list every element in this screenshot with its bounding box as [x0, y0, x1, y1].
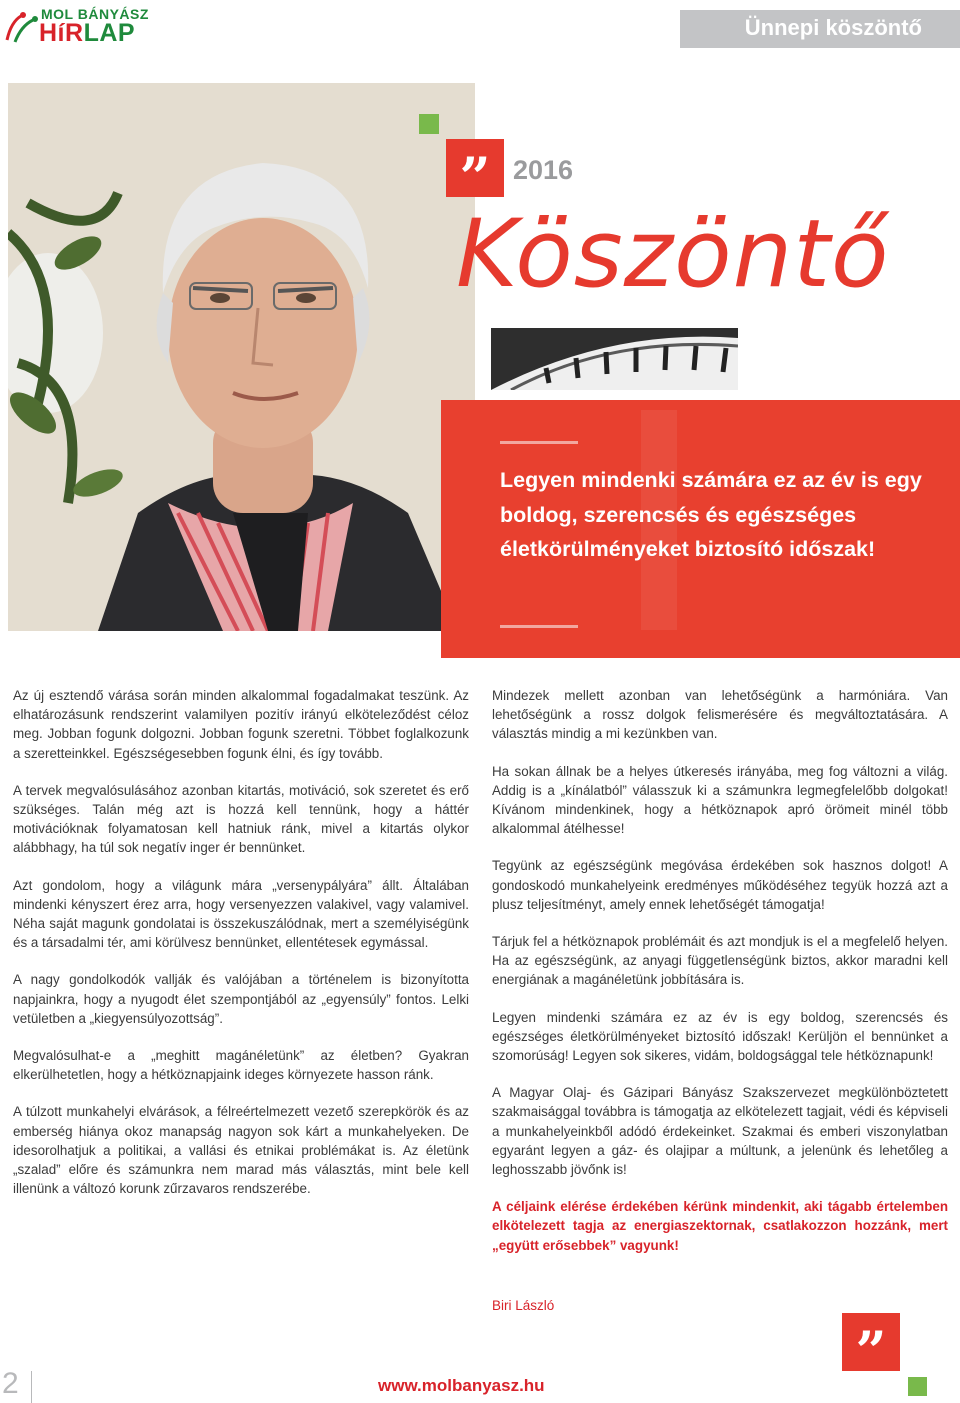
website-link[interactable]: www.molbanyasz.hu	[378, 1376, 545, 1395]
article-paragraph: Ha sokan állnak be a helyes útkeresés irányába, meg fog változni a világ. Addig is a „kínálatból” válasszuk ki a számunkra legmegfelelőbb dolgokat! Kívánom mindenkinek, hogy a hétköznapok apró örömeit minél több alkalommal átélhesse!	[492, 763, 948, 837]
article-paragraph: A tervek megvalósulásához azonban kitartás, motiváció, sok szeretet és erő szükséges. Talán még azt is hozzá kell tennünk, hogy a háttér motivációknak folyamatosan kell hatniuk ránk, mivel a kitartás olykor alábbhagy, ha túl sok negatív inger ér bennünket.	[13, 782, 469, 856]
section-title: Ünnepi köszöntő	[744, 15, 922, 40]
clock-ticks-illustration	[491, 328, 738, 390]
section-header-bar	[680, 10, 960, 48]
closing-quote-mark-icon: ”	[842, 1313, 900, 1371]
logo-main-green: LAP	[83, 19, 136, 47]
article-paragraph: A túlzott munkahelyi elvárások, a félreértelmezett vezető szerepkörök és az emberség hiánya okoz manapság nagyon sok kárt a munkahelyeken. De idesorolhatjuk a politikai, a vallási és etnikai problémákat is. Az életünk „szalad” előre és számunkra nem marad más választás, mint bele kell illenünk a változó korunk zűrzavaros rendszerébe.	[13, 1104, 469, 1197]
logo-figures-icon	[3, 10, 43, 44]
article-paragraph: Az új esztendő várása során minden alkalommal fogadalmakat teszünk. Az elhatározásunk rendszerint valamilyen pozitív irányú elköteleződést céloz meg. Jobban fogunk dolgozni. Jobban fogunk szeretni. Többet foglalkozunk a szeretteinkkel. Egészségesebben fogunk élni, és így tovább.	[13, 688, 469, 761]
article-paragraph: A nagy gondolkodók vallják és valójában a történelem is bizonyította napjainkra, hogy a nyugodt élet szempontjából az „egyensúly” fontos. Lelki vetületben a „kiegyensúlyozottság”.	[13, 972, 469, 1026]
article-paragraph: Azt gondolom, hogy a világunk mára „versenypályára” állt. Általában mindenki kényszert érez arra, hogy versenyezzen valakivel, vagy valamivel. Néha saját magunk gondolatai is összekuszálódnak, mert a személyiségünk és a társadalmi tér, ami körülvesz bennünket, ellentétesek egymással.	[13, 877, 469, 951]
logo-main-red: HíR	[39, 19, 84, 47]
closing-call-to-action: A céljaink elérése érdekében kérünk mindenkit, aki tágabb értelemben elkötelezett tagja az energiaszektornak, csatlakozzon hozzánk, mert „együtt erősebbek” vagyunk!	[492, 1199, 948, 1253]
article-paragraph: A Magyar Olaj- és Gázipari Bányász Szakszervezet megkülönböztetett szakmaisággal továbbra is támogatja az elkötelezett tagjait, védi és képviseli a munkahelyeinkből adódó érdekeinket. Szakmai és emberi viszonylatban egyaránt legyen a gáz- és olajipar a múltunk, a jelenünk és lehetőleg a leghosszabb jövőnk is!	[492, 1085, 948, 1178]
panel-divider-top	[500, 441, 578, 444]
page-title: Köszöntő	[456, 200, 890, 309]
clock-face-image	[491, 328, 738, 390]
logo-main-text	[39, 19, 135, 48]
author-signature: Biri László	[492, 1298, 555, 1313]
page-number: 2	[2, 1367, 19, 1400]
article-paragraph: Tárjuk fel a hétköznapok problémáit és azt mondjuk is el a megfelelő helyen. Ha az egészségünk, az anyagi függetlenségünk biztos, akkor maradni kell energiának a magánéletünk jobbítására is.	[492, 934, 948, 988]
author-portrait-photo	[8, 83, 475, 631]
article-column-left	[13, 686, 469, 1216]
year-label: 2016	[513, 155, 574, 185]
article-column-right	[492, 686, 948, 1273]
article-paragraph: Megvalósulhat-e a „meghitt magánéletünk” az életben? Gyakran elkerülhetetlen, hogy a hétköznapjaink ideges környezete hasson ránk.	[13, 1048, 469, 1083]
article-paragraph: Legyen mindenki számára ez az év is egy boldog, szerencsés és egészséges életkörülményeket biztosító időszak! Kerüljön el bennünket a szomorúság! Legyen sok sikeres, vidám, boldogsággal tele hétköznapunk!	[492, 1009, 948, 1064]
decorative-green-square-footer	[908, 1377, 927, 1396]
highlight-wish-text: Legyen mindenki számára ez az év is egy boldog, szerencsés és egészséges életkörülményeket biztosító időszak!	[500, 468, 922, 561]
page-number-divider	[31, 1371, 32, 1403]
article-paragraph: Tegyünk az egészségünk megóvása érdekében sok hasznos dolgot! A gondoskodó munkahelyeink eredményes működéséhez tegyük hozzá azt a plusz teljesítményt, amely ennek lehetőségét támogatja!	[492, 858, 948, 912]
panel-divider-bottom	[500, 625, 578, 628]
publication-logo	[3, 6, 153, 46]
logo-top-text: MOL BÁNYÁSZ	[41, 6, 149, 22]
decorative-green-square	[419, 114, 439, 134]
article-paragraph: Mindezek mellett azonban van lehetőségünk a harmóniára. Van lehetőségünk a rossz dolgok felismerésére és megváltoztatására. A választás mindig a mi kezünkben van.	[492, 688, 948, 742]
portrait-illustration	[8, 83, 475, 631]
quote-mark-icon: ”	[446, 139, 504, 197]
